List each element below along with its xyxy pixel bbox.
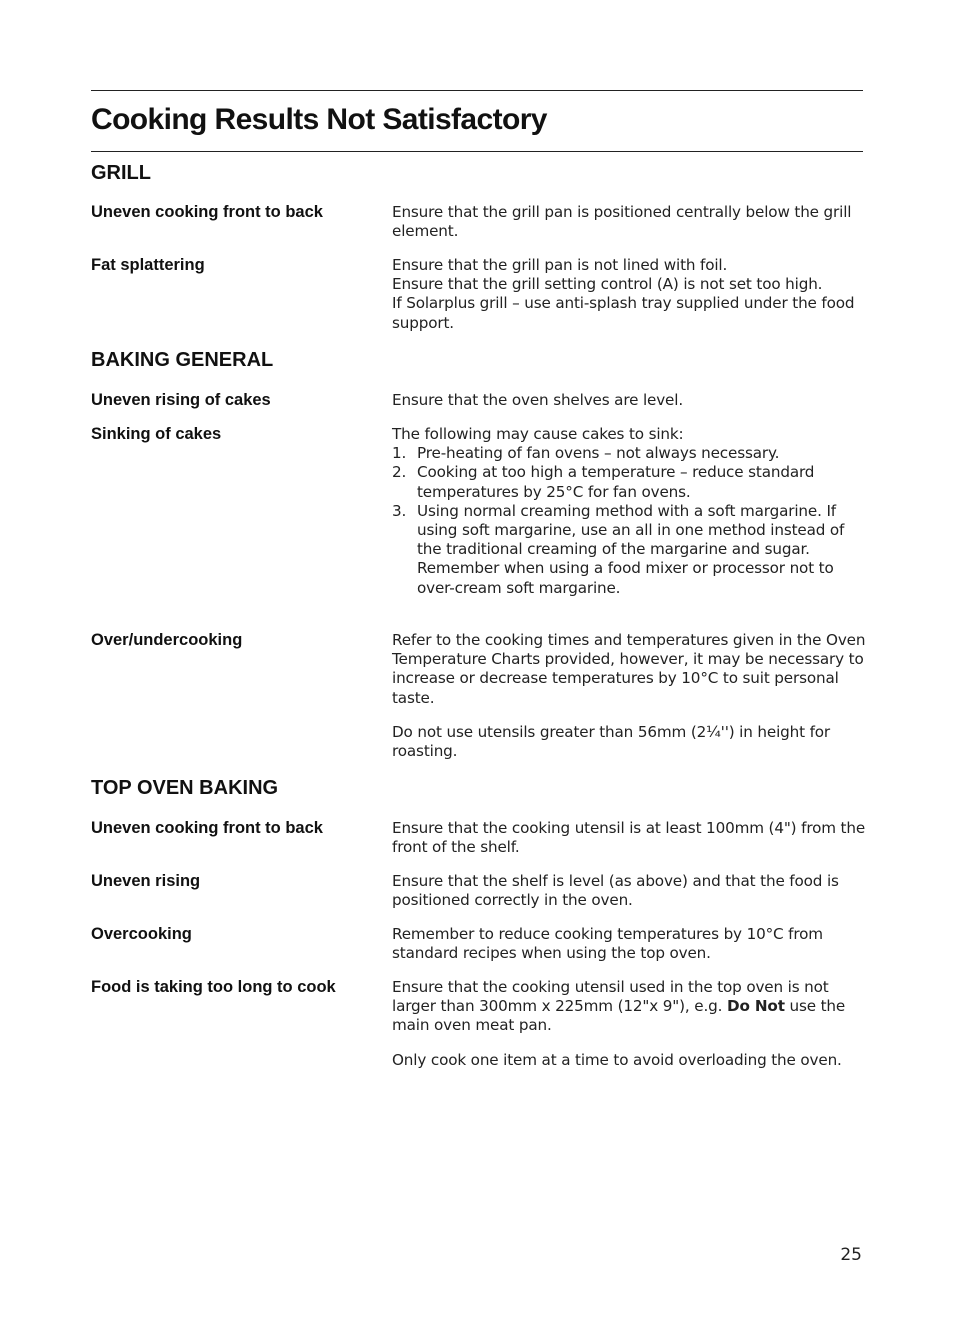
remedy-text-over-undercooking: Refer to the cooking times and temperatures given in the Oven Temperature Charts provided, however, it may be necessary to increase or decrease temperatures by 10°C to suit personal taste. — [392, 631, 866, 707]
list-number: 2. — [392, 463, 407, 482]
list-item-text: Using normal creaming method with a soft margarine. If using soft margarine, use an all in one method instead of the traditional creaming of the margarine and sugar. — [417, 501, 845, 559]
problem-label-over-undercooking: Over/undercooking — [91, 631, 243, 649]
problem-label-uneven-rising: Uneven rising — [91, 872, 201, 890]
section-heading-grill: GRILL — [91, 162, 151, 184]
problem-label-fat-splattering: Fat splattering — [91, 256, 205, 274]
remedy-text-part: use the main oven meat pan. — [392, 997, 846, 1035]
problem-label-too-long: Food is taking too long to cook — [91, 978, 336, 996]
list-item-extra: Remember when using a food mixer or processor not to over-cream soft margarine. — [417, 559, 834, 597]
remedy-text-emphasis: Do Not — [726, 997, 785, 1016]
remedy-text-one-item: Only cook one item at a time to avoid overloading the oven. — [392, 1051, 842, 1069]
remedy-text-uneven-rising-cakes: Ensure that the oven shelves are level. — [392, 391, 683, 409]
top-rule — [91, 90, 863, 91]
problem-label-uneven-rising-cakes: Uneven rising of cakes — [91, 391, 271, 409]
remedy-line: Ensure that the grill pan is not lined with foil. — [392, 256, 728, 274]
list-item-text: Pre-heating of fan ovens – not always necessary. — [417, 444, 780, 463]
title-rule — [91, 151, 863, 152]
list-item — [392, 444, 866, 463]
list-item-text: Cooking at too high a temperature – reduce standard temperatures by 25°C for fan ovens. — [417, 463, 815, 501]
section-heading-top-oven: TOP OVEN BAKING — [91, 777, 279, 799]
list-item — [392, 463, 866, 501]
list-number: 1. — [392, 444, 407, 463]
list-number: 3. — [392, 501, 407, 520]
remedy-line: If Solarplus grill – use anti-splash tray supplied under the food support. — [392, 294, 855, 332]
problem-label-grill-uneven: Uneven cooking front to back — [91, 203, 323, 221]
section-heading-baking-general: BAKING GENERAL — [91, 349, 274, 371]
page-title: Cooking Results Not Satisfactory — [91, 103, 547, 136]
remedy-text-grill-uneven: Ensure that the grill pan is positioned centrally below the grill element. — [392, 203, 852, 241]
problem-label-overcooking: Overcooking — [91, 925, 192, 943]
remedy-line: Ensure that the grill setting control (A) is not set too high. — [392, 275, 823, 294]
remedy-text-sinking-cakes — [392, 425, 866, 598]
remedy-text-too-long — [392, 978, 866, 1036]
remedy-text-top-uneven-cooking: Ensure that the cooking utensil is at least 100mm (4") from the front of the shelf. — [392, 819, 866, 857]
remedy-intro: The following may cause cakes to sink: — [392, 425, 684, 443]
page-number: 25 — [840, 1245, 862, 1265]
remedy-text-overcooking: Remember to reduce cooking temperatures by 10°C from standard recipes when using the top oven. — [392, 925, 823, 963]
problem-label-sinking-cakes: Sinking of cakes — [91, 425, 222, 443]
problem-label-top-uneven-cooking: Uneven cooking front to back — [91, 819, 323, 837]
remedy-text-utensil-height: Do not use utensils greater than 56mm (2¼'') in height for roasting. — [392, 723, 831, 761]
list-item — [392, 502, 866, 598]
remedy-text-part: Ensure that the cooking utensil used in the top oven is not larger than 300mm x 225mm (12"x 9"), e.g. — [392, 978, 829, 1016]
remedy-text-fat-splattering — [392, 256, 866, 333]
remedy-text-uneven-rising: Ensure that the shelf is level (as above) and that the food is positioned correctly in the oven. — [392, 872, 839, 910]
